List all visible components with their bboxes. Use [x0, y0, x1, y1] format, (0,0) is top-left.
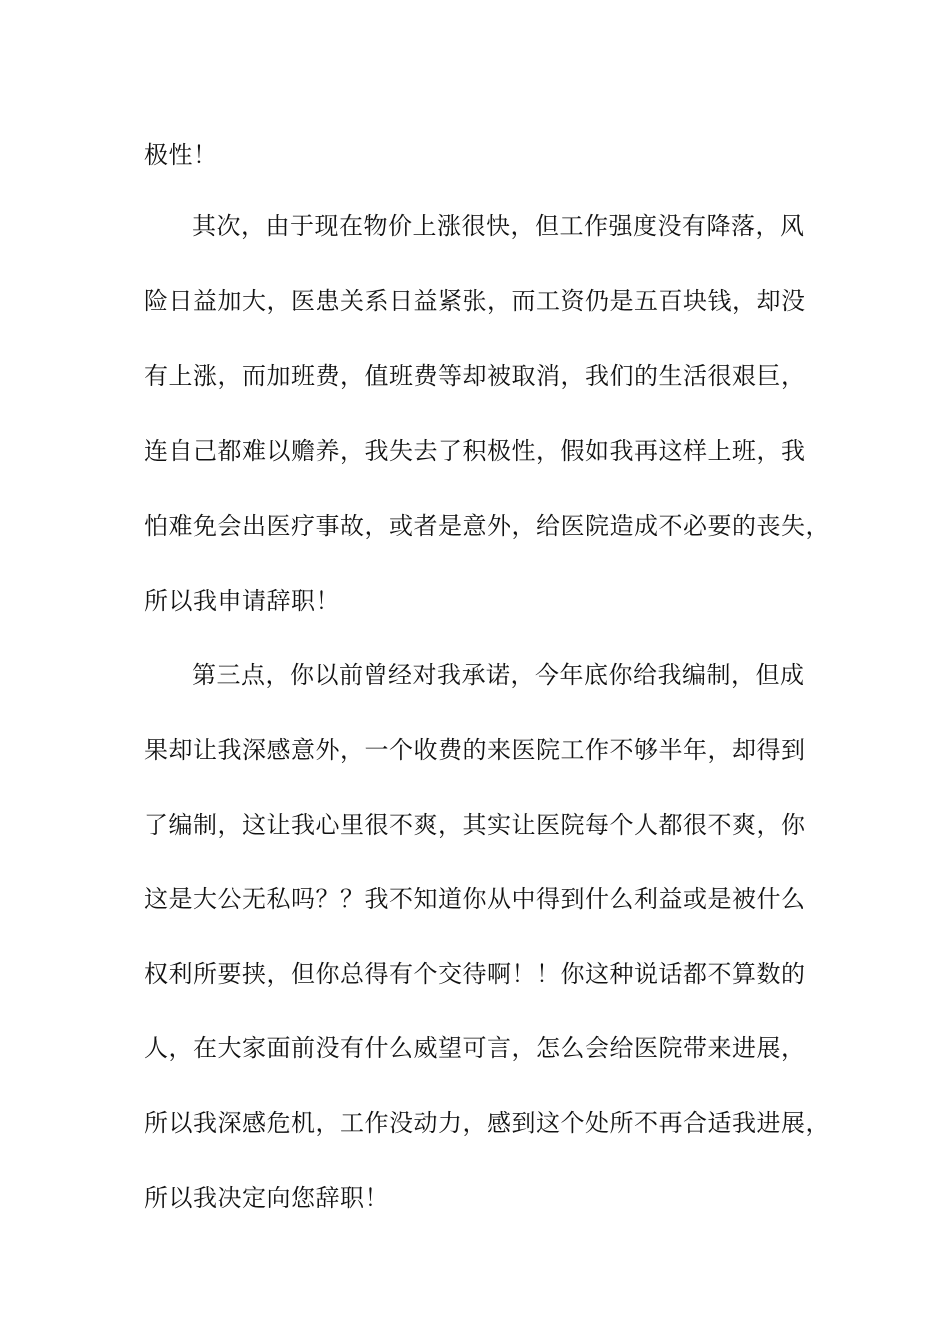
- text-line: 所以我决定向您辞职！: [144, 1184, 389, 1212]
- text-line: 连自己都难以赡养，我失去了积极性，假如我再这样上班，我: [144, 437, 806, 465]
- text-line: 所以我申请辞职！: [144, 587, 340, 615]
- text-line: 险日益加大，医患关系日益紧张，而工资仍是五百块钱，却没: [144, 287, 806, 315]
- text-line: 人，在大家面前没有什么威望可言，怎么会给医院带来进展，: [144, 1034, 806, 1062]
- text-line: 有上涨，而加班费，值班费等却被取消，我们的生活很艰巨，: [144, 362, 806, 390]
- text-line: 极性！: [144, 141, 218, 169]
- text-line: 所以我深感危机，工作没动力，感到这个处所不再合适我进展，: [144, 1109, 830, 1137]
- text-line: 这是大公无私吗？？我不知道你从中得到什么利益或是被什么: [144, 885, 806, 913]
- paragraph-start-line: 第三点，你以前曾经对我承诺，今年底你给我编制，但成: [192, 661, 805, 689]
- text-line: 果却让我深感意外，一个收费的来医院工作不够半年，却得到: [144, 736, 806, 764]
- text-line: 了编制，这让我心里很不爽，其实让医院每个人都很不爽，你: [144, 811, 806, 839]
- text-line: 怕难免会出医疗事故，或者是意外，给医院造成不必要的丧失，: [144, 512, 830, 540]
- paragraph-start-line: 其次，由于现在物价上涨很快，但工作强度没有降落，风: [192, 212, 805, 240]
- text-line: 权利所要挟，但你总得有个交待啊！！你这种说话都不算数的: [144, 960, 806, 988]
